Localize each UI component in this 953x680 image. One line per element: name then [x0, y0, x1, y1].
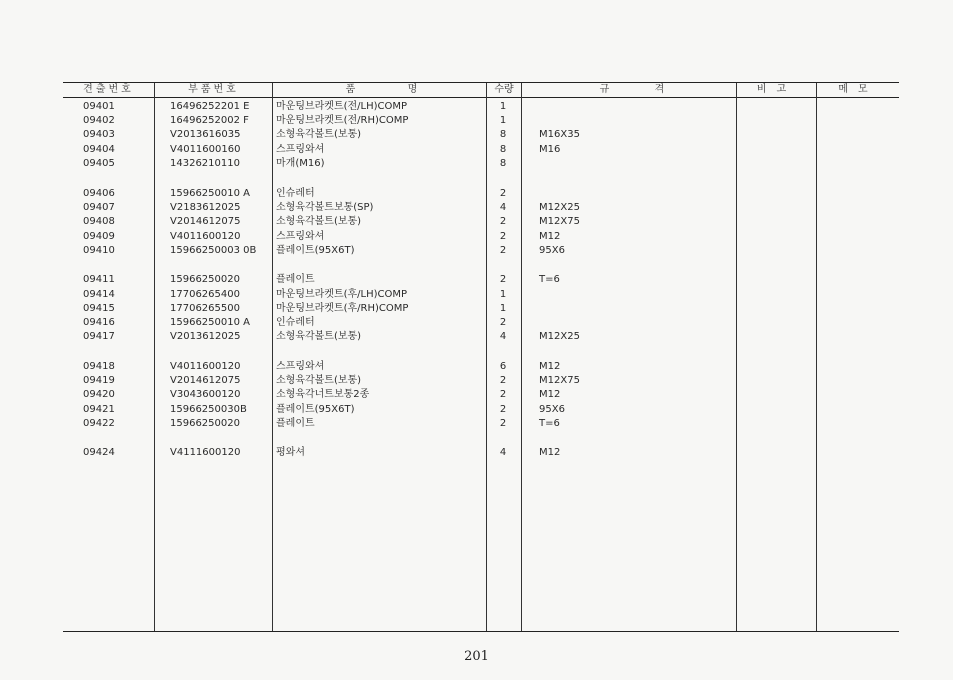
header-part-number: 부품번호 — [188, 84, 239, 95]
part-name: 플레이트 — [276, 418, 315, 429]
part-name: 마운팅브라켓트(후/RH)COMP — [276, 303, 409, 314]
item-no: 09424 — [83, 447, 115, 458]
part-number: 17706265500 — [170, 303, 240, 314]
quantity: 2 — [499, 375, 507, 386]
part-name: 마개(M16) — [276, 158, 325, 169]
spec: M16 — [539, 144, 561, 155]
spec: M12X25 — [539, 331, 580, 342]
part-name: 소형육각볼트(보통) — [276, 331, 362, 342]
quantity: 2 — [499, 317, 507, 328]
part-number: 17706265400 — [170, 289, 240, 300]
item-no: 09401 — [83, 101, 115, 112]
part-number: V2183612025 — [170, 202, 241, 213]
header-name-right: 명 — [407, 84, 421, 95]
item-no: 09402 — [83, 115, 115, 126]
col-divider-5 — [736, 83, 737, 631]
part-number: 15966250020 — [170, 418, 240, 429]
part-name: 플레이트(95X6T) — [276, 404, 355, 415]
item-no: 09419 — [83, 375, 115, 386]
item-no: 09406 — [83, 188, 115, 199]
part-name: 소형육각볼트(보통) — [276, 129, 362, 140]
item-no: 09420 — [83, 389, 115, 400]
spec: M12 — [539, 231, 561, 242]
quantity: 8 — [499, 158, 507, 169]
quantity: 1 — [499, 115, 507, 126]
part-name: 소형육각볼트보통(SP) — [276, 202, 374, 213]
part-name: 스프링와셔 — [276, 361, 325, 372]
spec: 95X6 — [539, 245, 565, 256]
spec: M12 — [539, 389, 561, 400]
item-no: 09404 — [83, 144, 115, 155]
col-divider-2 — [272, 83, 273, 631]
part-number: V3043600120 — [170, 389, 241, 400]
quantity: 2 — [499, 245, 507, 256]
spec: T=6 — [539, 274, 560, 285]
header-quantity: 수량 — [494, 84, 514, 95]
part-number: V2013612025 — [170, 331, 241, 342]
item-no: 09407 — [83, 202, 115, 213]
part-name: 플레이트 — [276, 274, 315, 285]
quantity: 6 — [499, 361, 507, 372]
header-name-left: 품 — [345, 84, 359, 95]
quantity: 2 — [499, 389, 507, 400]
item-no: 09421 — [83, 404, 115, 415]
part-number: V4011600160 — [170, 144, 241, 155]
part-name: 소형육각볼트(보통) — [276, 216, 362, 227]
part-number: 14326210110 — [170, 158, 240, 169]
item-no: 09416 — [83, 317, 115, 328]
item-no: 09411 — [83, 274, 115, 285]
part-number: 15966250020 — [170, 274, 240, 285]
quantity: 8 — [499, 129, 507, 140]
quantity: 4 — [499, 202, 507, 213]
item-no: 09414 — [83, 289, 115, 300]
part-name: 스프링와셔 — [276, 231, 325, 242]
quantity: 2 — [499, 216, 507, 227]
quantity: 1 — [499, 101, 507, 112]
header-spec-left: 규 — [599, 84, 613, 95]
quantity: 1 — [499, 289, 507, 300]
page-number: 201 — [464, 649, 489, 664]
quantity: 1 — [499, 303, 507, 314]
item-no: 09409 — [83, 231, 115, 242]
part-number: 15966250010 A — [170, 188, 251, 199]
part-number: V2014612075 — [170, 375, 241, 386]
spec: M12 — [539, 361, 561, 372]
part-name: 소형육각볼트(보통) — [276, 375, 362, 386]
part-number: V2014612075 — [170, 216, 241, 227]
part-number: 16496252002 F — [170, 115, 249, 126]
header-item-no: 견출번호 — [83, 84, 134, 95]
col-divider-6 — [816, 83, 817, 631]
part-name: 인슈레터 — [276, 188, 315, 199]
part-name: 스프링와셔 — [276, 144, 325, 155]
spec: M12 — [539, 447, 561, 458]
part-number: V4111600120 — [170, 447, 241, 458]
part-name: 인슈레터 — [276, 317, 315, 328]
col-divider-1 — [154, 83, 155, 631]
part-name: 마운팅브라켓트(전/RH)COMP — [276, 115, 409, 126]
item-no: 09403 — [83, 129, 115, 140]
spec: T=6 — [539, 418, 560, 429]
quantity: 4 — [499, 447, 507, 458]
quantity: 2 — [499, 188, 507, 199]
part-number: V4011600120 — [170, 361, 241, 372]
part-name: 소형육각너트보통2종 — [276, 389, 370, 400]
spec: M12X75 — [539, 216, 580, 227]
quantity: 2 — [499, 274, 507, 285]
part-number: 15966250003 0B — [170, 245, 257, 256]
part-name: 플레이트(95X6T) — [276, 245, 355, 256]
header-remarks: 비고 — [756, 84, 797, 95]
part-name: 마운팅브라켓트(전/LH)COMP — [276, 101, 408, 112]
col-divider-3 — [486, 83, 487, 631]
table-bottom-rule — [63, 631, 899, 632]
header-bottom-rule — [63, 97, 899, 98]
spec: 95X6 — [539, 404, 565, 415]
header-spec-right: 격 — [654, 84, 668, 95]
part-name: 마운팅브라켓트(후/LH)COMP — [276, 289, 408, 300]
spec: M16X35 — [539, 129, 580, 140]
quantity: 2 — [499, 231, 507, 242]
item-no: 09410 — [83, 245, 115, 256]
quantity: 2 — [499, 404, 507, 415]
item-no: 09418 — [83, 361, 115, 372]
quantity: 4 — [499, 331, 507, 342]
item-no: 09408 — [83, 216, 115, 227]
item-no: 09422 — [83, 418, 115, 429]
item-no: 09405 — [83, 158, 115, 169]
item-no: 09415 — [83, 303, 115, 314]
part-number: 15966250030B — [170, 404, 247, 415]
quantity: 8 — [499, 144, 507, 155]
part-number: V2013616035 — [170, 129, 241, 140]
spec: M12X25 — [539, 202, 580, 213]
header-memo: 메모 — [838, 84, 878, 95]
part-number: V4011600120 — [170, 231, 241, 242]
spec: M12X75 — [539, 375, 580, 386]
part-number: 16496252201 E — [170, 101, 250, 112]
quantity: 2 — [499, 418, 507, 429]
part-number: 15966250010 A — [170, 317, 251, 328]
item-no: 09417 — [83, 331, 115, 342]
col-divider-4 — [521, 83, 522, 631]
part-name: 평와셔 — [276, 447, 305, 458]
